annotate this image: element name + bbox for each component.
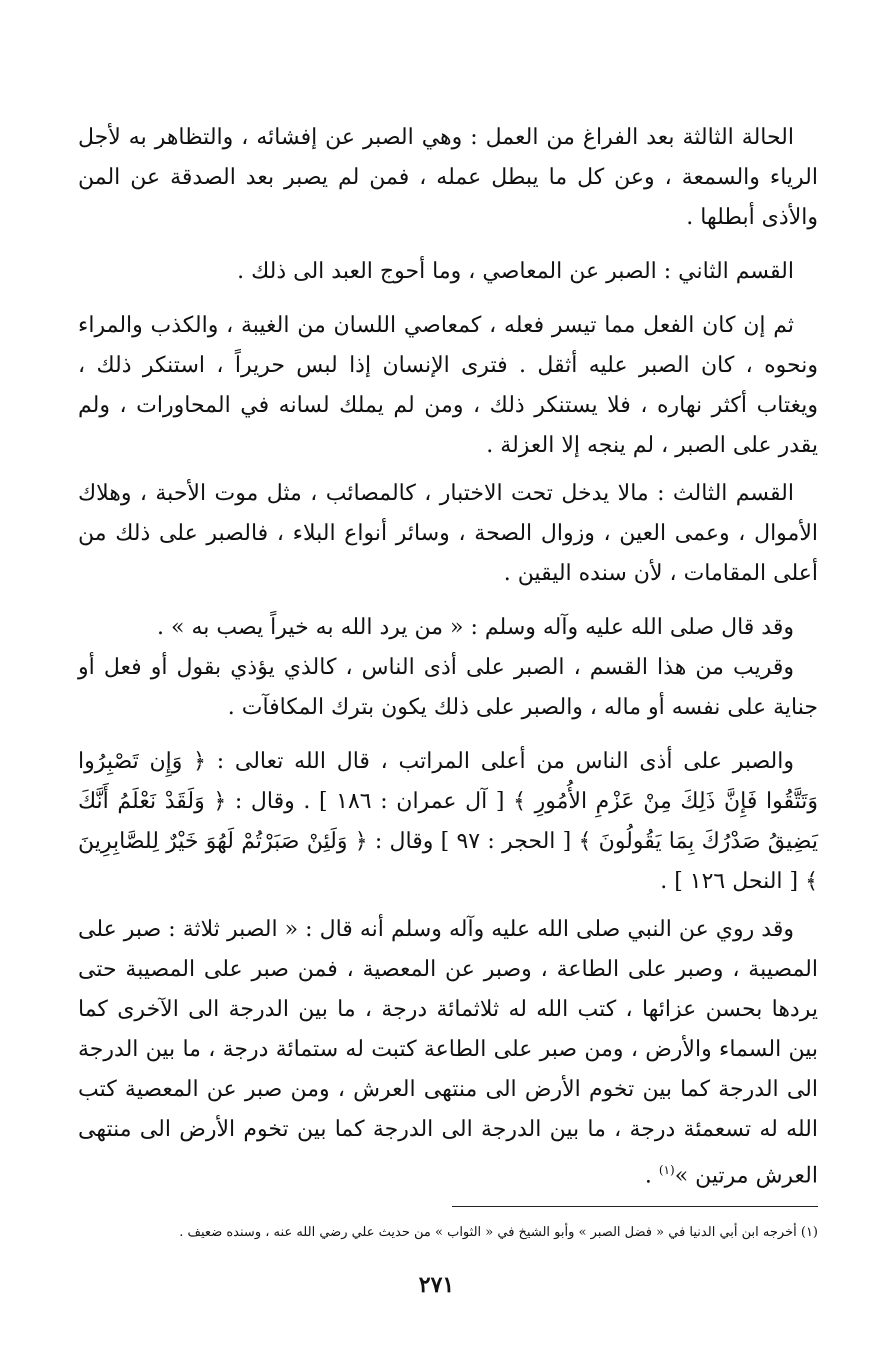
footnote-marker: (١) (658, 1163, 675, 1177)
footnote-divider (452, 1206, 818, 1207)
paragraph-people-harm: وقريب من هذا القسم ، الصبر على أذى الناس ، كالذي يؤذي بقول أو فعل أو جناية على نفسه أو ماله ، والصبر على ذلك يكون بترك المكافآت . (78, 655, 818, 720)
final-period: . (644, 1163, 659, 1189)
paragraph-second-section: القسم الثاني : الصبر عن المعاصي ، وما أحوج العبد الى ذلك . (237, 259, 794, 284)
paragraph-hadith-three-patience (78, 910, 818, 1196)
paragraph-third-section: القسم الثالث : مالا يدخل تحت الاختبار ، كالمصائب ، مثل موت الأحبة ، وهلاك الأموال ، وعمى العين ، وزوال الصحة ، وسائر أنواع البلاء ، فالصبر على ذلك من أعلى المقامات ، لأن سنده اليقين . (78, 481, 818, 586)
hadith-text: وقد روي عن النبي صلى الله عليه وآله وسلم أنه قال : « الصبر ثلاثة : صبر على المصيبة ، وصبر على الطاعة ، وصبر عن المعصية ، فمن صبر على المصيبة حتى يردها بحسن عزائها ، كتب الله له ثلاثمائة درجة ، ما بين الدرجة الى الآخرى كما بين السماء والأرض ، ومن صبر على الطاعة كتبت له ستمائة درجة ، ما بين الدرجة الى الدرجة كما بين تخوم الأرض الى منتهى العرش ، ومن صبر عن المعصية كتب الله له تسعمئة درجة ، ما بين الدرجة الى الدرجة كما بين تخوم الأرض الى منتهى العرش مرتين » (78, 917, 818, 1189)
paragraph-third-state: الحالة الثالثة بعد الفراغ من العمل : وهي الصبر عن إفشائه ، والتظاهر به لأجل الرياء والسمعة ، وعن كل ما يبطل عمله ، فمن لم يصبر بعد الصدقة عن المن والأذى أبطلها . (78, 125, 818, 230)
page-number: ٢٧١ (418, 1272, 455, 1298)
page-body (78, 118, 818, 1196)
paragraph-quran-verses: والصبر على أذى الناس من أعلى المراتب ، قال الله تعالى : ﴿ وَإِن تَصْبِرُوا وَتَتَّقُوا فَإِنَّ ذَلِكَ مِنْ عَزْمِ الأُمُورِ ﴾ [ آل عمران : ١٨٦ ] . وقال : ﴿ وَلَقَدْ نَعْلَمُ أَنَّكَ يَضِيقُ صَدْرُكَ بِمَا يَقُولُونَ ﴾ [ الحجر : ٩٧ ] وقال : ﴿ وَلَئِنْ صَبَرْتُمْ لَهُوَ خَيْرٌ لِلصَّابِرِينَ ﴾ [ النحل ١٢٦ ] . (78, 749, 819, 894)
paragraph-hadith-good: وقد قال صلى الله عليه وآله وسلم : « من يرد الله به خيراً يصب به » . (157, 615, 794, 640)
paragraph-tongue-sins: ثم إن كان الفعل مما تيسر فعله ، كمعاصي اللسان من الغيبة ، والكذب والمراء ونحوه ، كان الصبر عليه أثقل . فترى الإنسان إذا لبس حريراً ، استنكر ذلك ، ويغتاب أكثر نهاره ، فلا يستنكر ذلك ، ومن لم يملك لسانه في المحاورات ، ولم يقدر على الصبر ، لم ينجه إلا العزلة . (78, 313, 818, 458)
footnote-text: (١) أخرجه ابن أبي الدنيا في « فضل الصبر » وأبو الشيخ في « الثواب » من حديث علي رضي الله عنه ، وسنده ضعيف . (179, 1225, 818, 1240)
